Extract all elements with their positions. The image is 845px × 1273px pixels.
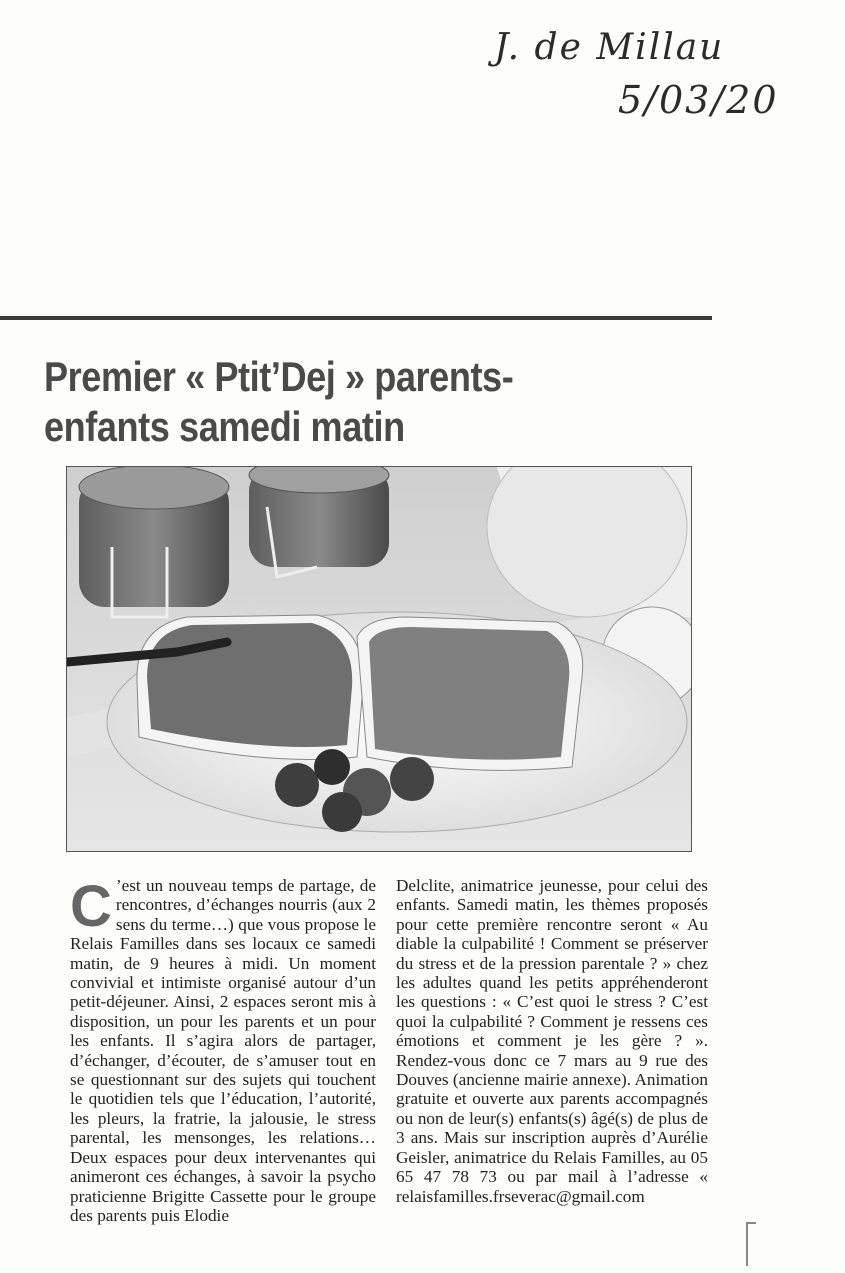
breakfast-photo (66, 466, 692, 852)
article-text-left: ’est un nouveau temps de partage, de rencontres, d’échanges nourris (aux 2 sens du terme…) que vous propose le Relais Familles dans ses locaux ce samedi matin, de 9 heures à midi. Un moment convivial et intimiste organisé autour d’un petit-déjeuner. Ainsi, 2 espaces seront mis à disposition, un pour les parents et un pour les enfants. Il s’agira alors de partager, d’échanger, d’écouter, de s’amuser tout en se questionnant sur des sujets qui touchent le quotidien tels que l’éducation, l’autorité, les pleurs, la fratrie, la jalousie, le stress parental, les mensonges, les relations… Deux espaces pour deux intervenantes qui animeront ces échanges, à savoir la psycho praticienne Brigitte Cassette pour le groupe des parents puis Elodie (70, 876, 376, 1225)
article-headline: Premier « Ptit’Dej » parents-enfants samedi matin (44, 353, 514, 450)
margin-mark-foot (746, 1222, 756, 1224)
handwritten-source: J. de Millau (494, 27, 725, 68)
handwritten-date: 5/03/20 (618, 78, 779, 122)
margin-mark (746, 1222, 748, 1266)
top-rule (0, 316, 712, 320)
article-column-left (70, 876, 376, 1225)
handwritten-source-note (488, 22, 828, 126)
article-column-right: Delclite, animatrice jeunesse, pour celui des enfants. Samedi matin, les thèmes proposés pour cette première rencontre seront « Au diable la culpabilité ! Comment se préserver du stress et de la pression parentale ? » chez les adultes quand les petits appréhenderont les questions : « C’est quoi le stress ? C’est quoi la culpabilité ? Comment je ressens ces émotions et comment je les gère ? ». Rendez-vous donc ce 7 mars au 9 rue des Douves (ancienne mairie annexe). Animation gratuite et ouverte aux parents accompagnés ou non de leur(s) enfants(s) âgé(s) de plus de 3 ans. Mais sur inscription auprès d’Aurélie Geisler, animatrice du Relais Familles, au 05 65 47 78 73 ou par mail à l’adresse « relaisfamilles.frseverac@gmail.com (396, 876, 708, 1206)
drop-cap: C (70, 874, 112, 939)
toast-and-jam-illustration (67, 467, 691, 851)
